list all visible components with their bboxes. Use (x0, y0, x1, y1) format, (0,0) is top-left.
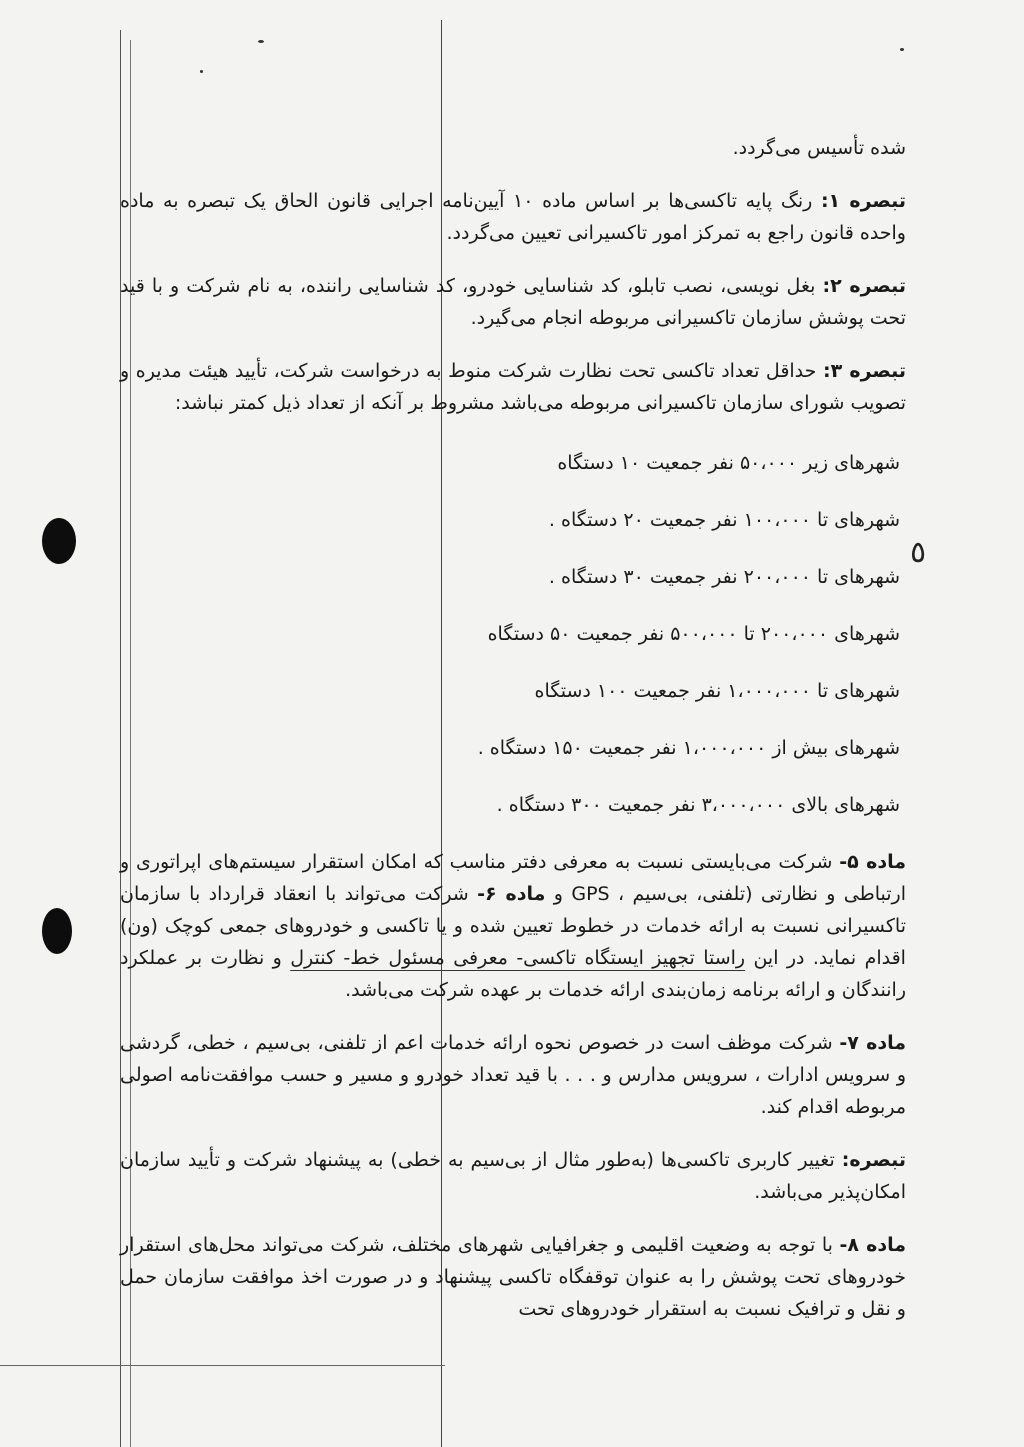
punch-hole-top (42, 518, 76, 564)
list-item: شهرهای بالای ۳،۰۰۰،۰۰۰ نفر جمعیت ۳۰۰ دستگاه . (496, 794, 900, 816)
note-3 (120, 355, 906, 419)
intro-line: شده تأسیس می‌گردد. (732, 137, 906, 159)
scan-speck (200, 70, 203, 73)
document-body (120, 132, 906, 1346)
list-item: شهرهای ۲۰۰،۰۰۰ تا ۵۰۰،۰۰۰ نفر جمعیت ۵۰ دستگاه (487, 623, 900, 645)
note-text: رنگ پایه تاکسی‌ها بر اساس ماده ۱۰ آیین‌نامه اجرایی قانون الحاق یک تبصره به ماده واحده قانون راجع به تمرکز امور تاکسیرانی تعیین می‌گردد. (120, 190, 906, 244)
article-text: و نظارت بر عملکرد رانندگان و ارائه برنامه زمان‌بندی ارائه خدمات بر عهده شرکت می‌باشد. (120, 947, 906, 1001)
article-label: ماده ۷- (839, 1032, 906, 1054)
note-label: تبصره ۲: (822, 275, 907, 297)
city-quota-list (120, 447, 906, 846)
article-label: ماده ۵- (839, 851, 907, 873)
article-8 (120, 1229, 906, 1325)
note-text: حداقل تعداد تاکسی تحت نظارت شرکت منوط به درخواست شرکت، تأیید هیئت مدیره و تصویب شورای سازمان تاکسیرانی مربوطه می‌باشد مشروط بر آنکه از تعداد ذیل کمتر نباشد: (120, 360, 906, 414)
margin-mark: ٥ (910, 535, 927, 570)
scan-horizontal-line (0, 1365, 445, 1366)
note-text: بغل نویسی، نصب تابلو، کد شناسایی خودرو، کد شناسایی راننده، به نام شرکت و با قید تحت پوشش سازمان تاکسیرانی مربوطه انجام می‌گیرد. (120, 275, 906, 329)
note-label: تبصره: (841, 1149, 906, 1171)
note-final (120, 1144, 906, 1208)
handwritten-underline: راستا تجهیز ایستگاه تاکسی- معرفی مسئول خط- کنترل (290, 947, 746, 969)
article-text: شرکت می‌بایستی نسبت به معرفی دفتر مناسب که امکان استقرار سیستم‌های اپراتوری و ارتباطی و نظارتی (تلفنی، بی‌سیم ، GPS و (120, 851, 907, 905)
list-item: شهرهای زیر ۵۰،۰۰۰ نفر جمعیت ۱۰ دستگاه (557, 452, 900, 474)
note-label: تبصره ۳: (822, 360, 907, 382)
article-text: شرکت می‌تواند با انعقاد قرارداد با سازمان تاکسیرانی نسبت به ارائه خدمات در خطوط تعیین شده و یا تاکسی و خودروهای جمعی کوچک (ون) اقدام نماید. در این (120, 883, 906, 969)
article-7 (120, 1027, 906, 1123)
list-item: شهرهای تا ۱،۰۰۰،۰۰۰ نفر جمعیت ۱۰۰ دستگاه (534, 680, 900, 702)
note-text: تغییر کاربری تاکسی‌ها (به‌طور مثال از بی‌سیم به خطی) به پیشنهاد شرکت و تأیید سازمان امکان‌پذیر می‌باشد. (120, 1149, 906, 1203)
list-item: شهرهای تا ۱۰۰،۰۰۰ نفر جمعیت ۲۰ دستگاه . (548, 509, 900, 531)
note-label: تبصره ۱: (820, 190, 907, 212)
article-5 (120, 846, 906, 1006)
list-item: شهرهای بیش از ۱،۰۰۰،۰۰۰ نفر جمعیت ۱۵۰ دستگاه . (477, 737, 900, 759)
punch-hole-bottom (42, 908, 72, 954)
article-label: ماده ۸- (839, 1234, 906, 1256)
article-text: با توجه به وضعیت اقلیمی و جغرافیایی شهرهای مختلف، شرکت می‌تواند محل‌های استقرار خودروهای تحت پوشش را به عنوان توقفگاه تاکسی پیشنهاد و در صورت اخذ موافقت سازمان حمل و نقل و ترافیک نسبت به استقرار خودروهای تحت (120, 1234, 906, 1320)
note-2 (120, 270, 906, 334)
list-item: شهرهای تا ۲۰۰،۰۰۰ نفر جمعیت ۳۰ دستگاه . (548, 566, 900, 588)
article-label: ماده ۶- (477, 883, 546, 905)
note-1 (120, 185, 906, 249)
scan-speck (258, 40, 264, 43)
scan-speck (900, 48, 904, 51)
article-text: شرکت موظف است در خصوص نحوه ارائه خدمات اعم از تلفنی، بی‌سیم ، خطی، گردشی و سرویس ادارات ، سرویس مدارس و . . . با قید تعداد خودرو و مسیر و حسب موافقت‌نامه اصولی مربوطه اقدام کند. (120, 1032, 906, 1118)
